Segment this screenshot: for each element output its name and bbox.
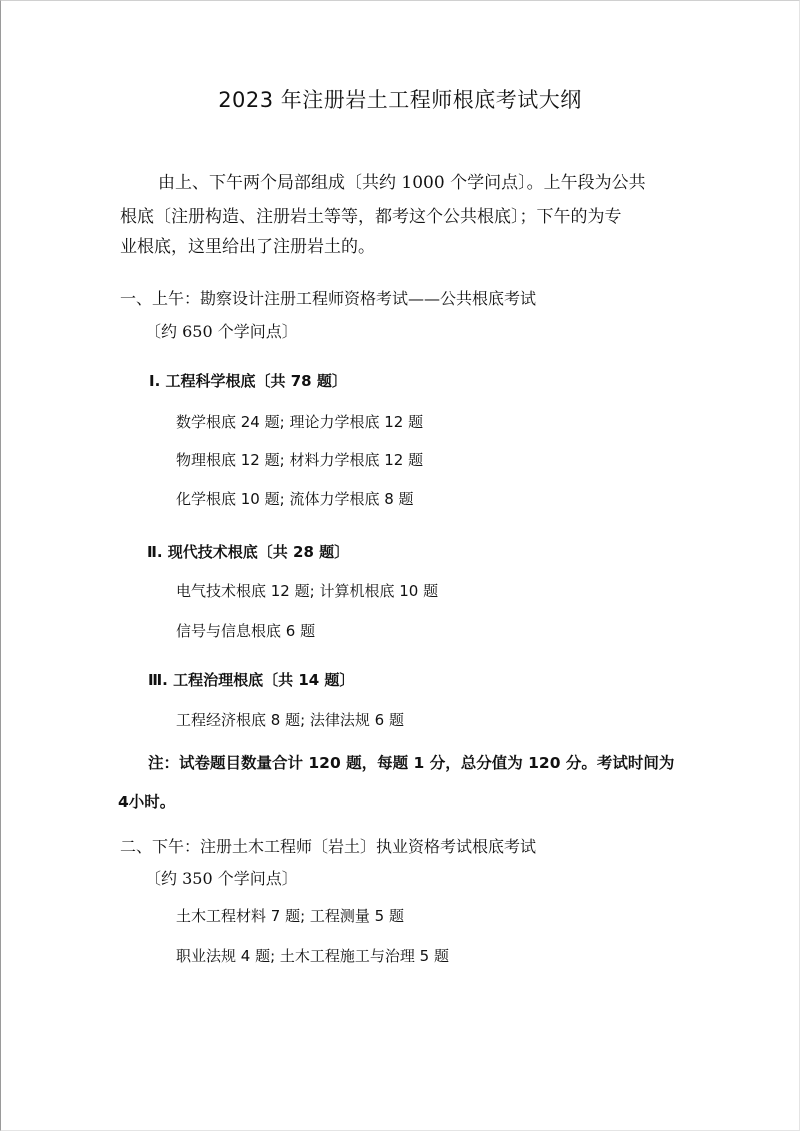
morning-heading: 一、上午：勘察设计注册工程师资格考试——公共根底考试 (120, 289, 537, 308)
section-2-item: 电气技术根底 12 题; 计算机根底 10 题 (176, 582, 439, 600)
section-2-heading: Ⅱ. 现代技术根底〔共 28 题〕 (147, 543, 350, 561)
intro-line-3: 业根底，这里给出了注册岩土的。 (120, 237, 375, 257)
document-title: 2023 年注册岩土工程师根底考试大纲 (218, 88, 582, 112)
section-1-heading: Ⅰ. 工程科学根底〔共 78 题〕 (149, 372, 347, 390)
morning-subheading: 〔约 650 个学问点〕 (145, 322, 298, 341)
section-2-item: 信号与信息根底 6 题 (176, 622, 316, 640)
exam-note-line-1: 注：试卷题目数量合计 120 题，每题 1 分，总分值为 120 分。考试时间为 (148, 754, 675, 772)
section-3-heading: Ⅲ. 工程治理根底〔共 14 题〕 (148, 671, 355, 689)
intro-line-1: 由上、下午两个局部组成〔共约 1000 个学问点〕。上午段为公共 (158, 173, 646, 193)
intro-line-2: 根底〔注册构造、注册岩土等等，都考这个公共根底〕；下午的为专 (120, 207, 622, 227)
section-1-item: 物理根底 12 题; 材料力学根底 12 题 (176, 451, 424, 469)
afternoon-heading: 二、下午：注册土木工程师〔岩土〕执业资格考试根底考试 (120, 837, 537, 856)
section-3-item: 工程经济根底 8 题; 法律法规 6 题 (176, 711, 404, 729)
exam-note-line-2: 4小时。 (118, 793, 176, 811)
afternoon-item: 职业法规 4 题; 土木工程施工与治理 5 题 (176, 947, 449, 965)
section-1-item: 数学根底 24 题; 理论力学根底 12 题 (176, 413, 424, 431)
afternoon-subheading: 〔约 350 个学问点〕 (145, 869, 298, 888)
afternoon-item: 土木工程材料 7 题; 工程测量 5 题 (176, 907, 404, 925)
section-1-item: 化学根底 10 题; 流体力学根底 8 题 (176, 490, 414, 508)
